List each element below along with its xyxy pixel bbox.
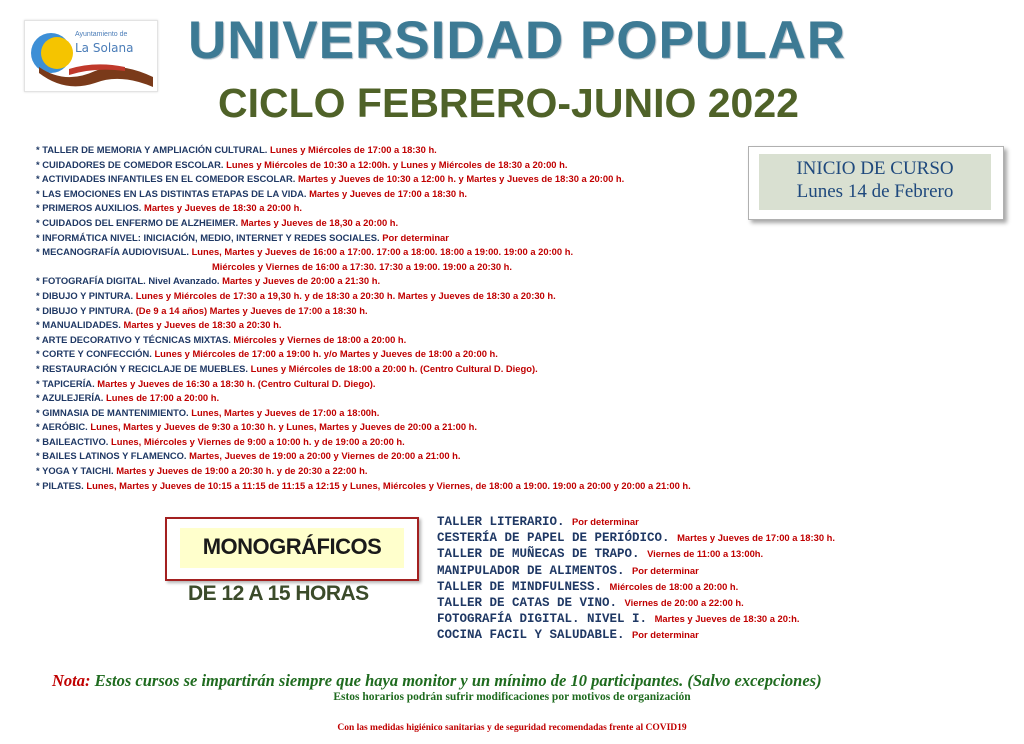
taller-schedule: Viernes de 20:00 a 22:00 h. [624, 597, 744, 609]
course-schedule: Miércoles y Viernes de 16:00 a 17:30. 17:30 a 19:00. 19:00 a 20:30 h. [212, 260, 513, 272]
course-item [36, 347, 796, 362]
course-item [36, 216, 796, 231]
course-schedule: (De 9 a 14 años) Martes y Jueves de 17:00 a 18:30 h. [135, 304, 368, 316]
course-item [36, 420, 796, 435]
course-item [36, 289, 796, 304]
course-list [36, 143, 796, 493]
course-schedule: Martes y Jueves de 20:00 a 21:30 h. [222, 275, 381, 287]
course-schedule: Lunes y Miércoles de 18:00 a 20:00 h. (Centro Cultural D. Diego). [250, 362, 538, 374]
course-schedule: Martes y Jueves de 10:30 a 12:00 h. y Martes y Jueves de 18:30 a 20:00 h. [298, 173, 625, 185]
course-item [36, 318, 796, 333]
taller-name: TALLER LITERARIO. [437, 515, 565, 529]
course-item [36, 464, 796, 479]
course-schedule: Lunes, Miércoles y Viernes de 9:00 a 10:00 h. y de 19:00 a 20:00 h. [111, 435, 405, 447]
horarios-note: Estos horarios podrán sufrir modificaciones por motivos de organización [333, 691, 691, 703]
course-name: * AERÓBIC. [36, 421, 88, 433]
taller-list [437, 514, 835, 644]
course-schedule: Lunes, Martes y Jueves de 16:00 a 17:00. 17:00 a 18:00. 18:00 a 19:00. 19:00 a 20:00 h. [191, 246, 574, 258]
course-schedule: Lunes y Miércoles de 17:30 a 19,30 h. y de 18:30 a 20:30 h. Martes y Jueves de 18:30 a 20:30 h. [135, 289, 556, 301]
course-name: * RESTAURACIÓN Y RECICLAJE DE MUEBLES. [36, 362, 249, 374]
course-item [36, 231, 796, 246]
monograficos-box [165, 517, 419, 581]
course-item [36, 449, 796, 464]
course-schedule: Miércoles y Viernes de 18:00 a 20:00 h. [233, 333, 407, 345]
taller-schedule: Por determinar [632, 564, 699, 576]
course-schedule: Martes y Jueves de 16:30 a 18:30 h. (Centro Cultural D. Diego). [97, 377, 376, 389]
course-schedule: Martes y Jueves de 18,30 a 20:00 h. [240, 216, 399, 228]
taller-item [437, 627, 835, 643]
course-name: * DIBUJO Y PINTURA. [36, 304, 134, 316]
course-name: * DIBUJO Y PINTURA. [36, 289, 134, 301]
taller-name: MANIPULADOR DE ALIMENTOS. [437, 563, 625, 578]
course-schedule: Por determinar [382, 231, 449, 243]
taller-item [437, 595, 835, 611]
course-name: * CORTE Y CONFECCIÓN. [36, 348, 152, 360]
course-name: * AZULEJERÍA. [36, 392, 104, 404]
course-item [36, 187, 796, 202]
course-item [36, 172, 796, 187]
course-schedule: Martes y Jueves de 18:30 a 20:00 h. [144, 202, 302, 214]
course-item [36, 391, 796, 406]
course-name: * PILATES. [36, 479, 84, 491]
course-schedule: Martes y Jueves de 17:00 a 18:30 h. [309, 187, 468, 199]
course-item [36, 406, 796, 421]
course-item [36, 201, 796, 216]
taller-item [437, 546, 835, 562]
course-item [36, 333, 796, 348]
course-name: * CUIDADOS DEL ENFERMO DE ALZHEIMER. [36, 216, 239, 228]
course-item [36, 143, 796, 158]
taller-name: FOTOGRAFÍA DIGITAL. NIVEL I. [437, 612, 648, 627]
course-name: * BAILES LATINOS Y FLAMENCO. [36, 450, 187, 462]
course-item [36, 245, 796, 260]
course-name: * PRIMEROS AUXILIOS. [36, 202, 142, 214]
course-item [36, 362, 796, 377]
nota-line [52, 671, 822, 691]
course-schedule: Lunes de 17:00 a 20:00 h. [105, 392, 220, 404]
course-schedule: Lunes, Martes y Jueves de 9:30 a 10:30 h. y Lunes, Martes y Jueves de 20:00 a 21:00 h. [90, 421, 478, 433]
page-subtitle: CICLO FEBRERO-JUNIO 2022 [218, 80, 799, 126]
taller-name: TALLER DE MUÑECAS DE TRAPO. [437, 547, 640, 562]
course-name: * MECANOGRAFÍA AUDIOVISUAL. [36, 246, 189, 258]
taller-item [437, 530, 835, 546]
course-name: * MANUALIDADES. [36, 319, 121, 331]
taller-schedule: Por determinar [572, 516, 639, 527]
taller-name: COCINA FACIL Y SALUDABLE. [437, 628, 625, 643]
course-name: * CUIDADORES DE COMEDOR ESCOLAR. [36, 158, 224, 170]
taller-item [437, 579, 835, 595]
course-item [36, 479, 796, 494]
inicio-title: INICIO DE CURSO [796, 158, 954, 179]
monograficos-label: MONOGRÁFICOS [202, 534, 382, 559]
taller-schedule: Viernes de 11:00 a 13:00h. [647, 548, 764, 560]
course-name: * FOTOGRAFÍA DIGITAL. Nivel Avanzado. [36, 275, 220, 287]
logo-top-text: Ayuntamiento de [75, 31, 128, 38]
covid-note: Con las medidas higiénico sanitarias y de seguridad recomendadas frente al COVID19 [337, 723, 687, 733]
course-item [36, 435, 796, 450]
course-name: * TAPICERÍA. [36, 377, 95, 389]
course-name: * ARTE DECORATIVO Y TÉCNICAS MIXTAS. [36, 333, 231, 345]
course-schedule: Lunes, Martes y Jueves de 17:00 a 18:00h. [191, 406, 380, 418]
taller-schedule: Por determinar [632, 629, 699, 641]
taller-name: TALLER DE MINDFULNESS. [437, 579, 603, 594]
course-name: * YOGA Y TAICHI. [36, 465, 114, 477]
course-schedule: Martes y Jueves de 18:30 a 20:30 h. [123, 319, 282, 331]
course-name: * TALLER DE MEMORIA Y AMPLIACIÓN CULTURAL. [36, 144, 268, 155]
taller-schedule: Martes y Jueves de 18:30 a 20:h. [654, 613, 800, 625]
course-schedule: Lunes y Miércoles de 17:00 a 19:00 h. y/o Martes y Jueves de 18:00 a 20:00 h. [154, 348, 498, 360]
course-item [36, 304, 796, 319]
taller-name: TALLER DE CATAS DE VINO. [437, 596, 618, 611]
course-item [36, 377, 796, 392]
taller-item [437, 611, 835, 627]
course-name: * ACTIVIDADES INFANTILES EN EL COMEDOR ESCOLAR. [36, 173, 296, 185]
taller-item [437, 514, 835, 530]
page-title: UNIVERSIDAD POPULAR [188, 11, 847, 70]
course-name: * LAS EMOCIONES EN LAS DISTINTAS ETAPAS DE LA VIDA. [36, 187, 307, 199]
logo-main-text: La Solana [75, 41, 134, 55]
course-item-continuation [36, 260, 796, 275]
taller-schedule: Miércoles de 18:00 a 20:00 h. [609, 580, 739, 592]
course-schedule: Martes y Jueves de 19:00 a 20:30 h. y de 20:30 a 22:00 h. [116, 465, 368, 477]
course-schedule: Lunes y Miércoles de 10:30 a 12:00h. y Lunes y Miércoles de 18:30 a 20:00 h. [226, 158, 568, 170]
monograficos-inner [180, 528, 404, 568]
taller-schedule: Martes y Jueves de 17:00 a 18:30 h. [677, 532, 835, 544]
course-name: * BAILEACTIVO. [36, 435, 109, 447]
logo [24, 20, 158, 92]
monograficos-hours: DE 12 A 15 HORAS [188, 582, 369, 605]
nota-text: Estos cursos se impartirán siempre que haya monitor y un mínimo de 10 participantes. (Salvo excepciones) [94, 671, 822, 690]
nota-label: Nota: [52, 671, 91, 690]
course-schedule: Lunes, Martes y Jueves de 10:15 a 11:15 de 11:15 a 12:15 y Lunes, Miércoles y Viernes, de 18:00 a 19:00. 19:00 a 20:00 y 20:00 a 21:00 h. [86, 479, 691, 491]
taller-name: CESTERÍA DE PAPEL DE PERIÓDICO. [437, 531, 670, 546]
course-item [36, 158, 796, 173]
taller-item [437, 563, 835, 579]
inicio-date: Lunes 14 de Febrero [796, 181, 954, 202]
course-item [36, 274, 796, 289]
course-schedule: Lunes y Miércoles de 17:00 a 18:30 h. [270, 144, 437, 155]
course-schedule: Martes, Jueves de 19:00 a 20:00 y Viernes de 20:00 a 21:00 h. [189, 450, 461, 462]
course-name: * GIMNASIA DE MANTENIMIENTO. [36, 406, 189, 418]
course-name: * INFORMÁTICA NIVEL: INICIACIÓN, MEDIO, INTERNET Y REDES SOCIALES. [36, 231, 380, 243]
